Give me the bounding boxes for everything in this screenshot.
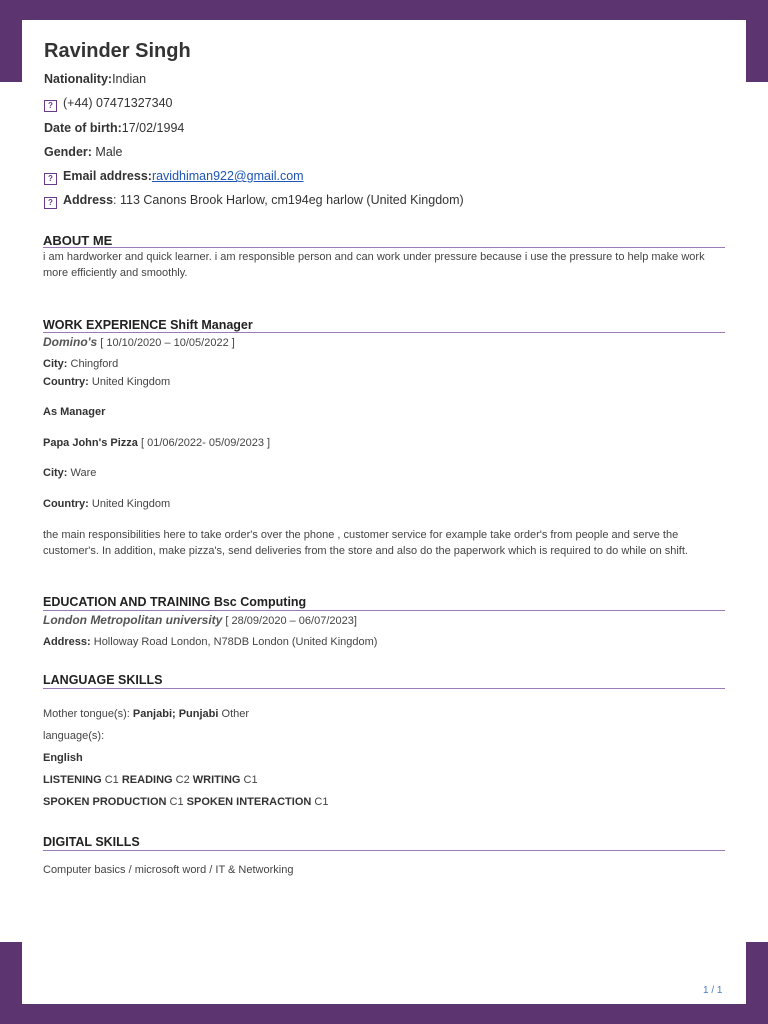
job1-country-row: [43, 376, 170, 388]
mother-tongue-value: Panjabi; Punjabi: [132, 708, 219, 720]
education-heading: EDUCATION AND TRAINING Bsc Computing: [43, 595, 307, 609]
candidate-name: Ravinder Singh: [44, 40, 191, 62]
email-icon: ?: [44, 173, 57, 185]
nationality-label: Nationality:: [44, 72, 113, 86]
nationality-row: [44, 72, 146, 86]
education-address-label: Address:: [43, 636, 91, 648]
about-divider: [43, 247, 725, 248]
dob-row: [44, 121, 184, 135]
language-levels-row-2: [43, 796, 328, 808]
job2-dates: [ 01/06/2022- 05/09/2023 ]: [137, 437, 271, 449]
education-dates: [ 28/09/2020 – 06/07/2023]: [222, 615, 357, 627]
email-row: [44, 169, 304, 185]
listening-level: C1: [101, 774, 122, 786]
page-number: 1 / 1: [703, 985, 723, 996]
reading-level: C2: [172, 774, 193, 786]
education-title-row: [43, 613, 357, 627]
language-name-text: English: [43, 752, 83, 764]
language-name: [43, 752, 83, 764]
page-frame-bottom: [0, 1004, 768, 1024]
job1-city: Chingford: [67, 358, 119, 370]
digital-heading: DIGITAL SKILLS: [43, 835, 140, 849]
work-heading: WORK EXPERIENCE Shift Manager: [43, 318, 253, 332]
education-address: Holloway Road London, N78DB London (United Kingdom): [90, 636, 378, 648]
gender-row: [44, 145, 123, 159]
nationality-value: Indian: [112, 72, 147, 86]
mother-tongue-row: [43, 708, 249, 720]
phone-row: [44, 96, 172, 112]
job1-org: Domino's: [43, 335, 98, 349]
email-link[interactable]: ravidhiman922@gmail.com: [151, 169, 304, 183]
job2-title-row: [43, 437, 270, 449]
digital-divider: [43, 850, 725, 851]
job2-country-row: [43, 498, 170, 510]
page-frame-top: [0, 0, 768, 20]
listening-label: LISTENING: [43, 774, 102, 786]
gender-label: Gender:: [44, 145, 92, 159]
address-value: : 113 Canons Brook Harlow, cm194eg harlow (United Kingdom): [113, 193, 464, 207]
mother-tongue-suffix: Other: [218, 708, 250, 720]
gender-value: Male: [91, 145, 123, 159]
job2-org: Papa John's Pizza: [43, 437, 138, 449]
email-label: Email address:: [63, 169, 152, 183]
page-frame-right-bottom: [746, 942, 768, 1024]
page-frame-right-top: [746, 0, 768, 82]
job1-country: United Kingdom: [88, 376, 171, 388]
spoken-production-level: C1: [166, 796, 187, 808]
education-org: London Metropolitan university: [43, 613, 223, 627]
address-icon: ?: [44, 197, 57, 209]
spoken-production-label: SPOKEN PRODUCTION: [43, 796, 167, 808]
job2-description: the main responsibilities here to take order's over the phone , customer service for example take order's from people and serve the customer's. In addition, make pizza's, send deliveries from the store and also do the paperwork which is required to do while on shift.: [43, 529, 688, 557]
job2-city-row: [43, 467, 96, 479]
work-divider: [43, 332, 725, 333]
phone-icon: ?: [44, 100, 57, 112]
other-languages-label: language(s):: [43, 730, 105, 742]
about-text: i am hardworker and quick learner. i am responsible person and can work under pressure because i use the pressure to help make work more efficiently and smoothly.: [43, 251, 705, 279]
address-row: [44, 193, 464, 209]
page-frame-left-top: [0, 0, 22, 82]
job2-country: United Kingdom: [88, 498, 171, 510]
reading-label: READING: [121, 774, 173, 786]
job2-role: [43, 406, 105, 418]
about-heading: ABOUT ME: [43, 233, 113, 248]
job1-title-row: [43, 335, 235, 349]
page-frame-left-bottom: [0, 942, 22, 1024]
dob-value: 17/02/1994: [121, 121, 185, 135]
education-divider: [43, 610, 725, 611]
job1-country-label: Country:: [43, 376, 89, 388]
job2-role-text: As Manager: [43, 406, 106, 418]
phone-value: (+44) 07471327340: [63, 96, 173, 110]
job1-city-row: [43, 358, 118, 370]
writing-label: WRITING: [192, 774, 241, 786]
language-divider: [43, 688, 725, 689]
address-label: Address: [63, 193, 114, 207]
digital-text: Computer basics / microsoft word / IT & Networking: [43, 864, 294, 876]
language-levels-row-1: [43, 774, 258, 786]
job2-city-label: City:: [43, 467, 68, 479]
job1-dates: [ 10/10/2020 – 10/05/2022 ]: [97, 337, 235, 349]
education-address-row: [43, 636, 377, 648]
writing-level: C1: [240, 774, 258, 786]
spoken-interaction-level: C1: [311, 796, 329, 808]
job2-city: Ware: [67, 467, 97, 479]
language-heading: LANGUAGE SKILLS: [43, 673, 163, 687]
spoken-interaction-label: SPOKEN INTERACTION: [186, 796, 312, 808]
dob-label: Date of birth:: [44, 121, 122, 135]
job2-country-label: Country:: [43, 498, 89, 510]
mother-tongue-prefix: Mother tongue(s):: [43, 708, 133, 720]
job1-city-label: City:: [43, 358, 68, 370]
